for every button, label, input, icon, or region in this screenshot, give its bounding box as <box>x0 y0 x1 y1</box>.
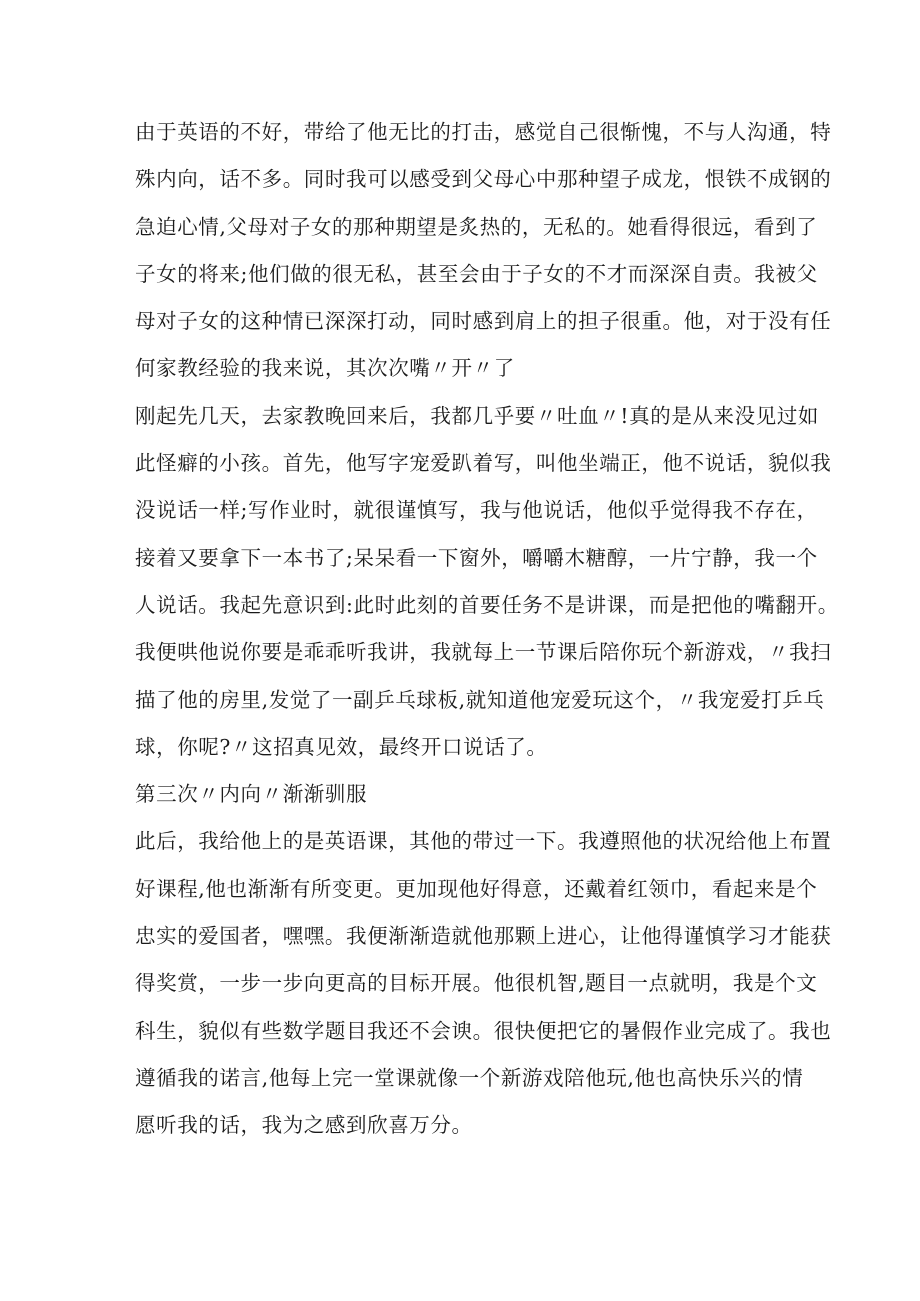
text-line: 人说话。我起先意识到:此时此刻的首要任务不是讲课，而是把他的嘴翻开。 <box>135 592 839 617</box>
text-line: 此怪癖的小孩。首先，他写字宠爱趴着写，叫他坐端正，他不说话，貌似我 <box>135 451 832 476</box>
text-line: 遵循我的诺言,他每上完一堂课就像一个新游戏陪他玩,他也高快乐兴的情 <box>135 1065 804 1090</box>
text-line: 描了他的房里,发觉了一副乒乓球板,就知道他宠爱玩这个，〃我宠爱打乒乓 <box>135 687 825 712</box>
text-line: 此后，我给他上的是英语课，其他的带过一下。我遵照他的状况给他上布置 <box>135 829 832 854</box>
text-line: 由于英语的不好，带给了他无比的打击，感觉自己很惭愧，不与人沟通，特 <box>135 120 832 144</box>
document-body <box>135 109 839 1150</box>
text-line: 急迫心情,父母对子女的那种期望是炙热的，无私的。她看得很远，看到了 <box>135 214 818 239</box>
text-line: 好课程,他也渐渐有所变更。更加现他好得意，还戴着红领巾，看起来是个 <box>135 876 818 901</box>
text-line: 子女的将来;他们做的很无私，甚至会由于子女的不才而深深自责。我被父 <box>135 261 818 286</box>
text-line: 何家教经验的我来说，其次次嘴〃开〃了 <box>135 356 515 381</box>
text-line: 接着又要拿下一本书了;呆呆看一下窗外，嚼嚼木糖醇，一片宁静，我一个 <box>135 545 818 570</box>
text-line: 忠实的爱国者，嘿嘿。我便渐渐造就他那颗上进心，让他得谨慎学习才能获 <box>135 924 832 949</box>
text-line: 我便哄他说你要是乖乖听我讲，我就每上一节课后陪你玩个新游戏，〃我扫 <box>135 640 832 665</box>
text-line: 刚起先几天，去家教晚回来后，我都几乎要〃吐血〃!真的是从来没见过如 <box>135 403 820 428</box>
text-line: 球，你呢?〃这招真见效，最终开口说话了。 <box>135 734 548 759</box>
text-line: 得奖赏，一步一步向更高的目标开展。他很机智,题目一点就明，我是个文 <box>135 971 818 996</box>
text-line: 母对子女的这种情已深深打动，同时感到肩上的担子很重。他，对于没有任 <box>135 309 832 334</box>
text-line: 没说话一样;写作业时，就很谨慎写，我与他说话，他似乎觉得我不存在， <box>135 498 818 523</box>
text-line: 愿听我的话，我为之感到欣喜万分。 <box>135 1113 473 1138</box>
section-heading: 第三次〃内向〃渐渐驯服 <box>135 782 368 807</box>
text-line: 殊内向，话不多。同时我可以感受到父母心中那种望子成龙，恨铁不成钢的 <box>135 167 832 192</box>
text-line: 科生，貌似有些数学题目我还不会谀。很快便把它的暑假作业完成了。我也 <box>135 1018 832 1043</box>
